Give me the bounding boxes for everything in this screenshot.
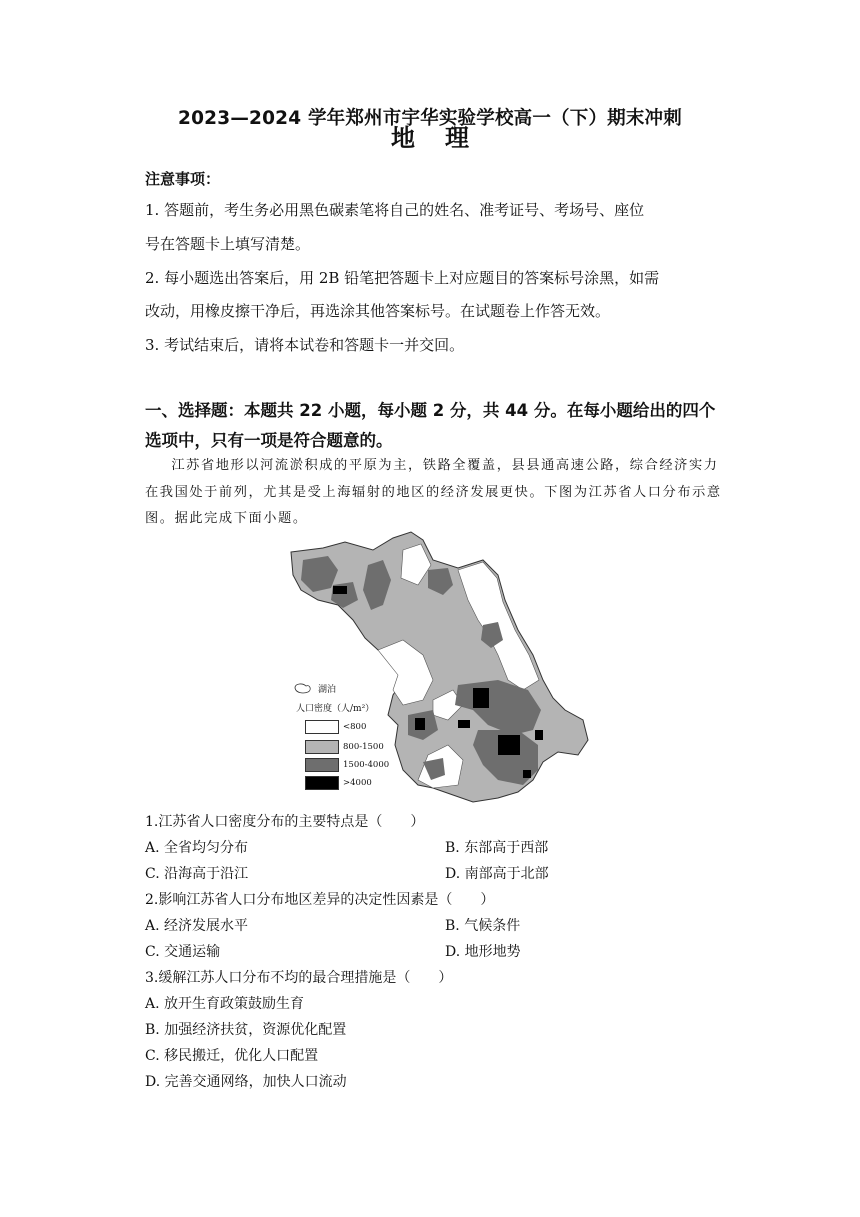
legend-label: >4000 xyxy=(343,778,372,788)
option-text: D. 南部高于北部 xyxy=(445,866,549,882)
map-region-highest xyxy=(535,730,543,740)
legend-swatch xyxy=(305,776,339,790)
exam-title: 2023—2024 学年郑州市宇华实验学校高一（下）期末冲刺 xyxy=(178,108,682,129)
legend-swatch xyxy=(305,740,339,754)
map-region-highest xyxy=(333,586,347,594)
option-text: C. 移民搬迁，优化人口配置 xyxy=(145,1048,319,1064)
option-text: A. 放开生育政策鼓励生育 xyxy=(145,996,305,1012)
section-heading xyxy=(145,396,735,456)
passage-text: 江苏省地形以河流淤积成的平原为主，铁路全覆盖，县县通高速公路，综合经济实力在我国处于前列，尤其是受上海辐射的地区的经济发展更快。下图为江苏省人口分布示意图。据此完成下面小题。 xyxy=(145,458,722,526)
map-region-highest xyxy=(473,688,489,708)
option-text: D. 完善交通网络，加快人口流动 xyxy=(145,1074,347,1090)
option-text: B. 加强经济扶贫，资源优化配置 xyxy=(145,1022,347,1038)
question-stem: 2.影响江苏省人口分布地区差异的决定性因素是（ ） xyxy=(145,892,495,908)
map-region-highest xyxy=(498,735,520,755)
map-region-highest xyxy=(458,720,470,728)
legend-swatch xyxy=(305,758,339,772)
option-text: A. 经济发展水平 xyxy=(145,918,249,934)
option-text: C. 沿海高于沿江 xyxy=(145,866,249,882)
option-text: A. 全省均匀分布 xyxy=(145,840,249,856)
question-stem: 1.江苏省人口密度分布的主要特点是（ ） xyxy=(145,814,425,830)
question-stem: 3.缓解江苏人口分布不均的最合理措施是（ ） xyxy=(145,970,453,986)
section-heading-line: 一、选择题：本题共 22 小题，每小题 2 分，共 44 分。在每小题给出的四个 xyxy=(145,401,716,420)
subject-title: 地理 xyxy=(391,124,499,152)
section-heading-line: 选项中，只有一项是符合题意的。 xyxy=(145,431,393,450)
map-region-highest xyxy=(523,770,531,778)
legend-swatch xyxy=(305,720,339,734)
legend-lake-label: 湖泊 xyxy=(318,685,337,695)
notice-line: 1. 答题前，考生务必用黑色碳素笔将自己的姓名、准考证号、考场号、座位 xyxy=(145,201,645,219)
option-text: B. 气候条件 xyxy=(445,918,521,934)
option-text: D. 地形地势 xyxy=(445,944,521,960)
legend-label: 1500-4000 xyxy=(343,760,390,770)
option-text: C. 交通运输 xyxy=(145,944,221,960)
option-text: B. 东部高于西部 xyxy=(445,840,549,856)
notice-line: 2. 每小题选出答案后，用 2B 铅笔把答题卡上对应题目的答案标号涂黑，如需 xyxy=(145,269,660,287)
lake-icon xyxy=(293,682,313,694)
map-region-highest xyxy=(415,718,425,730)
notice-line: 3. 考试结束后，请将本试卷和答题卡一并交回。 xyxy=(145,336,465,354)
legend-title: 人口密度（人/m²） xyxy=(296,704,375,714)
notice-line: 号在答题卡上填写清楚。 xyxy=(145,235,311,253)
legend-label: <800 xyxy=(343,722,367,732)
notice-heading: 注意事项： xyxy=(145,170,221,188)
legend-label: 800-1500 xyxy=(343,742,384,752)
notice-line: 改动，用橡皮擦干净后，再选涂其他答案标号。在试题卷上作答无效。 xyxy=(145,302,611,320)
